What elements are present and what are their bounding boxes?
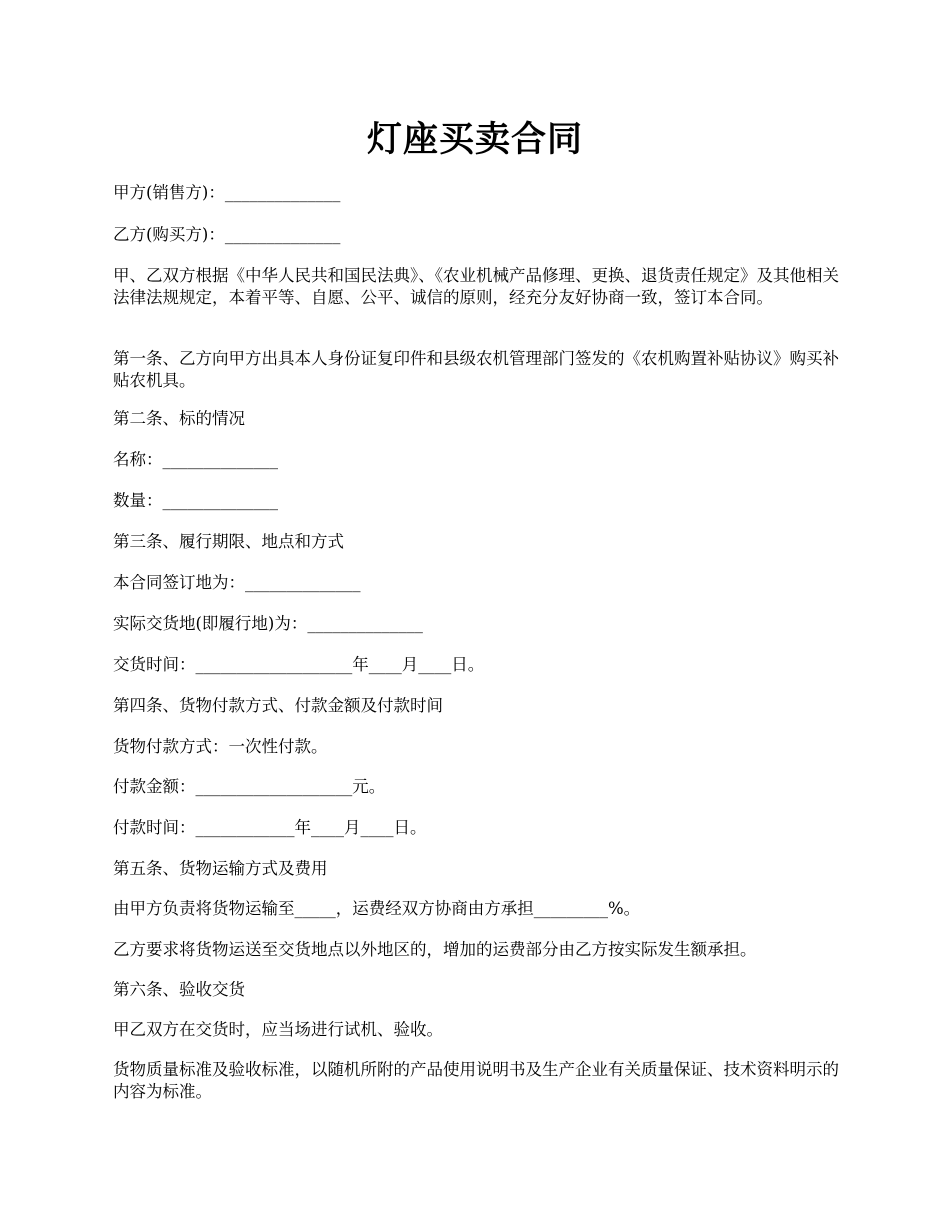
article-4-heading: 第四条、货物付款方式、付款金额及付款时间 (113, 696, 443, 715)
party-a-line: 甲方(销售方)：______________ (113, 183, 341, 202)
article-1-paragraph: 第一条、乙方向甲方出具本人身份证复印件和县级农机管理部门签发的《农机购置补贴协议》购买补贴农机具。 (113, 349, 839, 390)
quality-standard-paragraph: 货物质量标准及验收标准，以随机所附的产品使用说明书及生产企业有关质量保证、技术资料明示的内容为标准。 (113, 1060, 839, 1101)
signing-place-line: 本合同签订地为：______________ (113, 573, 361, 592)
article-5-heading: 第五条、货物运输方式及费用 (113, 859, 328, 878)
delivery-place-line: 实际交货地(即履行地)为：______________ (113, 614, 423, 633)
preamble-paragraph: 甲、乙双方根据《中华人民共和国民法典》、《农业机械产品修理、更换、退货责任规定》及其他相关法律法规规定，本着平等、自愿、公平、诚信的原则，经充分友好协商一致，签订本合同。 (113, 266, 839, 307)
party-b-line: 乙方(购买方)：______________ (113, 225, 341, 244)
article-6-heading: 第六条、验收交货 (113, 980, 245, 999)
payment-method-line: 货物付款方式：一次性付款。 (113, 737, 328, 756)
page-title: 灯座买卖合同 (366, 119, 583, 160)
payment-amount-line: 付款金额：___________________元。 (113, 777, 386, 796)
quantity-field-line: 数量：______________ (113, 491, 278, 510)
inspection-line: 甲乙双方在交货时，应当场进行试机、验收。 (113, 1020, 443, 1039)
article-3-heading: 第三条、履行期限、地点和方式 (113, 532, 344, 551)
extra-freight-paragraph: 乙方要求将货物运送至交货地点以外地区的，增加的运费部分由乙方按实际发生额承担。 (113, 940, 757, 959)
name-field-line: 名称：______________ (113, 450, 278, 469)
article-2-heading: 第二条、标的情况 (113, 409, 245, 428)
payment-time-line: 付款时间：____________年____月____日。 (113, 818, 427, 837)
transport-cost-line: 由甲方负责将货物运输至_____，运费经双方协商由方承担_________%。 (113, 899, 641, 918)
delivery-time-line: 交货时间：___________________年____月____日。 (113, 655, 485, 674)
